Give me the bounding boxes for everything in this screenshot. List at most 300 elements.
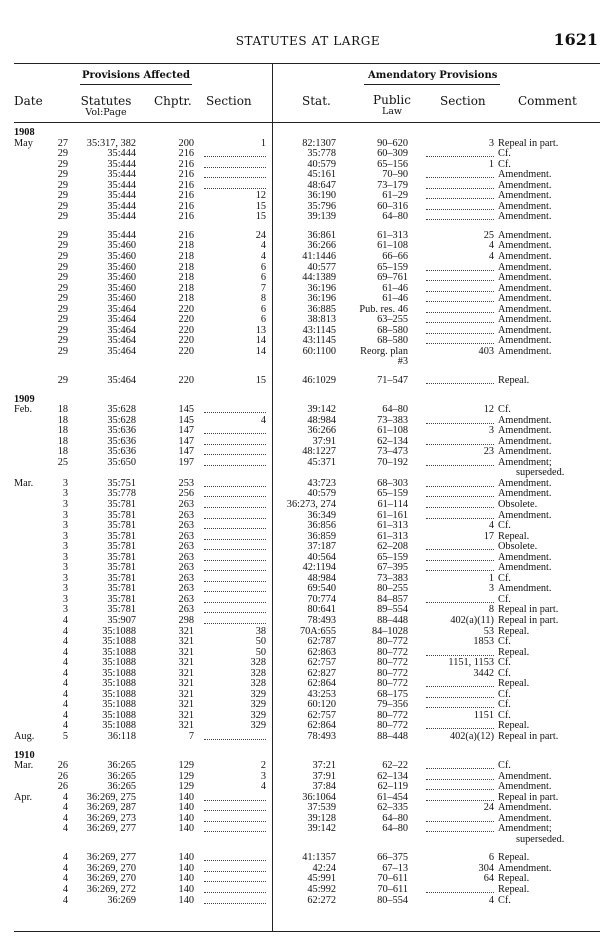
statutes-volpage: 35:781 <box>107 562 136 574</box>
chapter: 263 <box>178 509 194 521</box>
amend-stat: 69:540 <box>307 583 336 595</box>
comment: Amendment. <box>498 251 552 263</box>
statutes-volpage: 35:1088 <box>102 699 136 711</box>
amend-stat: 70:774 <box>307 593 336 605</box>
section <box>204 803 266 811</box>
comment: Repeal in part. <box>498 614 559 626</box>
day: 4 <box>62 657 68 669</box>
statutes-volpage: 35:781 <box>107 509 136 521</box>
amend-section <box>426 212 494 220</box>
amend-stat: 82:1307 <box>302 137 336 149</box>
chapter: 220 <box>178 375 194 387</box>
day: 18 <box>57 414 68 426</box>
public-law: 70–192 <box>377 456 408 468</box>
amend-section: 3 <box>488 137 494 149</box>
statutes-volpage: 35:781 <box>107 593 136 605</box>
col-law-label: Law <box>381 106 403 117</box>
chapter: 220 <box>178 345 194 357</box>
statutes-volpage: 36:269, 287 <box>86 802 136 814</box>
day: 4 <box>62 625 68 637</box>
day: 4 <box>62 812 68 824</box>
public-law: 61–29 <box>382 190 408 202</box>
statutes-volpage: 35:636 <box>107 425 136 437</box>
comment: Amendment. <box>498 190 552 202</box>
amend-section: 53 <box>483 625 494 637</box>
comment-line-1: Amendment; <box>498 456 552 468</box>
day: 4 <box>62 852 68 864</box>
comment: Cf. <box>498 593 511 605</box>
public-law: 70–611 <box>377 873 408 885</box>
public-law: 88–448 <box>377 730 408 742</box>
day: 29 <box>57 158 68 170</box>
public-law: 64–80 <box>382 823 408 835</box>
section: 2 <box>260 760 266 772</box>
row-spacer <box>14 743 600 751</box>
section: 6 <box>260 272 266 284</box>
amend-stat: 45:992 <box>307 884 336 895</box>
statutes-volpage: 35:444 <box>107 229 136 241</box>
amend-section <box>426 273 494 281</box>
section: 50 <box>255 646 266 658</box>
amend-section: 403 <box>478 345 494 357</box>
public-law: 80–772 <box>377 646 408 658</box>
statutes-volpage: 35:444 <box>107 190 136 202</box>
amend-section <box>426 181 494 189</box>
public-law: 62–134 <box>377 435 408 447</box>
comment: Amendment. <box>498 583 552 595</box>
section: 4 <box>260 414 266 426</box>
chapter: 253 <box>178 477 194 489</box>
comment: Amendment. <box>498 229 552 241</box>
amend-stat: 37:91 <box>312 770 336 782</box>
chapter: 263 <box>178 530 194 542</box>
public-law: 65–159 <box>377 551 408 563</box>
day: 29 <box>57 375 68 387</box>
chapter: 216 <box>178 148 194 160</box>
statutes-volpage: 35:781 <box>107 530 136 542</box>
amend-section <box>426 782 494 790</box>
section <box>204 732 266 740</box>
year-label: 1909 <box>14 393 35 405</box>
section <box>204 437 266 445</box>
comment: Amendment. <box>498 435 552 447</box>
chapter: 220 <box>178 303 194 315</box>
amend-section: 402(a)(11) <box>450 614 494 626</box>
amend-stat: 42:24 <box>312 862 336 874</box>
chapter: 298 <box>178 614 194 626</box>
day: 29 <box>57 324 68 336</box>
col-volpage-label: Vol:Page <box>85 107 127 118</box>
section <box>204 874 266 882</box>
chapter: 145 <box>178 404 194 416</box>
section <box>204 824 266 832</box>
day: 29 <box>57 314 68 326</box>
amend-section: 25 <box>483 229 494 241</box>
statutes-volpage: 35:444 <box>107 148 136 160</box>
statutes-table-body <box>14 128 600 906</box>
amend-section: 64 <box>483 873 494 885</box>
comment: Amendment. <box>498 509 552 521</box>
day: 26 <box>57 770 68 782</box>
comment <box>498 824 594 845</box>
chapter: 321 <box>178 688 194 700</box>
section <box>204 447 266 455</box>
section <box>204 170 266 178</box>
amend-stat: 38:813 <box>307 314 336 326</box>
day: 3 <box>62 572 68 584</box>
comment: Amendment. <box>498 200 552 212</box>
amend-stat: 40:579 <box>307 158 336 170</box>
day: 4 <box>62 709 68 721</box>
day: 4 <box>62 802 68 814</box>
chapter: 263 <box>178 551 194 563</box>
amend-stat: 48:984 <box>307 572 336 584</box>
chapter: 216 <box>178 179 194 191</box>
day: 29 <box>57 303 68 315</box>
comment: Repeal in part. <box>498 791 559 803</box>
chapter: 140 <box>178 862 194 874</box>
amend-section <box>426 336 494 344</box>
amend-section <box>426 824 494 832</box>
amend-stat: 37:539 <box>307 802 336 814</box>
day: 4 <box>62 873 68 885</box>
chapter: 321 <box>178 720 194 732</box>
amend-stat: 48:1227 <box>302 446 336 458</box>
amend-stat: 39:142 <box>307 404 336 416</box>
public-law: 89–554 <box>377 604 408 616</box>
statutes-volpage: 36:269, 272 <box>86 884 136 895</box>
amend-stat: 36:196 <box>307 293 336 305</box>
amend-section <box>426 563 494 571</box>
top-rule <box>14 63 600 64</box>
section <box>204 542 266 550</box>
public-law: 62–335 <box>377 802 408 814</box>
public-law: 60–309 <box>377 148 408 160</box>
amend-stat: 43:253 <box>307 688 336 700</box>
comment: Cf. <box>498 699 511 711</box>
section: 329 <box>250 720 266 732</box>
statutes-volpage: 36:265 <box>107 760 136 772</box>
amend-stat: 36:273, 274 <box>286 498 336 510</box>
comment: Amendment. <box>498 802 552 814</box>
amend-stat: 46:1029 <box>302 375 336 387</box>
statutes-volpage: 36:269, 270 <box>86 873 136 885</box>
day: 29 <box>57 211 68 223</box>
col-chapter-header: Chptr. <box>154 94 192 108</box>
chapter: 218 <box>178 240 194 252</box>
day: 18 <box>57 404 68 416</box>
comment: Amendment. <box>498 446 552 458</box>
chapter: 321 <box>178 636 194 648</box>
amend-section <box>426 479 494 487</box>
comment: Amendment. <box>498 812 552 824</box>
chapter: 145 <box>178 414 194 426</box>
statutes-volpage: 36:269, 270 <box>86 862 136 874</box>
amend-section <box>426 721 494 729</box>
day: 4 <box>62 667 68 679</box>
statutes-volpage: 36:118 <box>107 730 136 742</box>
statutes-volpage: 35:778 <box>107 488 136 500</box>
day: 4 <box>62 791 68 803</box>
amend-section: 3442 <box>473 667 494 679</box>
section: 4 <box>260 251 266 263</box>
table-row <box>14 824 600 845</box>
day: 29 <box>57 148 68 160</box>
amend-stat: 40:579 <box>307 488 336 500</box>
section: 6 <box>260 303 266 315</box>
statutes-volpage: 36:265 <box>107 770 136 782</box>
chapter: 218 <box>178 293 194 305</box>
amend-section <box>426 690 494 698</box>
amend-section <box>426 437 494 445</box>
bottom-rule <box>14 931 600 932</box>
chapter: 140 <box>178 873 194 885</box>
public-law: 64–80 <box>382 404 408 416</box>
amend-section: 1853 <box>473 636 494 648</box>
section <box>204 553 266 561</box>
public-law: 68–175 <box>377 688 408 700</box>
amend-section <box>426 263 494 271</box>
amend-section <box>426 170 494 178</box>
day: 3 <box>62 509 68 521</box>
amend-section: 12 <box>483 404 494 416</box>
day: 29 <box>57 335 68 347</box>
comment: Amendment. <box>498 211 552 223</box>
month: Apr. <box>14 791 33 803</box>
public-law: 63–255 <box>377 314 408 326</box>
chapter: 140 <box>178 802 194 814</box>
public-law: 79–356 <box>377 699 408 711</box>
public-law: 67–395 <box>377 562 408 574</box>
statutes-volpage: 35:464 <box>107 335 136 347</box>
amend-section <box>426 595 494 603</box>
table-row <box>14 732 600 743</box>
amend-section: 8 <box>488 604 494 616</box>
comment: Amendment. <box>498 179 552 191</box>
group-heading-amendatory: Amendatory Provisions <box>368 70 498 81</box>
section <box>204 489 266 497</box>
public-law: 65–156 <box>377 158 408 170</box>
section: 4 <box>260 240 266 252</box>
amend-stat: 36:196 <box>307 282 336 294</box>
chapter: 129 <box>178 760 194 772</box>
chapter: 216 <box>178 200 194 212</box>
public-law: 68–303 <box>377 477 408 489</box>
amend-stat: 39:128 <box>307 812 336 824</box>
statutes-volpage: 35:636 <box>107 446 136 458</box>
section: 12 <box>255 190 266 202</box>
day: 29 <box>57 282 68 294</box>
amend-section: 4 <box>488 520 494 532</box>
amend-section <box>426 700 494 708</box>
public-law: 71–547 <box>377 375 408 387</box>
amend-section: 17 <box>483 530 494 542</box>
section: 4 <box>260 781 266 793</box>
comment: Obsolete. <box>498 498 538 510</box>
amend-stat: 40:564 <box>307 551 336 563</box>
statutes-volpage: 35:907 <box>107 614 136 626</box>
section: 6 <box>260 261 266 273</box>
comment: Amendment. <box>498 414 552 426</box>
comment: Amendment. <box>498 345 552 357</box>
comment: Cf. <box>498 760 511 772</box>
statutes-volpage: 35:1088 <box>102 636 136 648</box>
public-law: 80–772 <box>377 636 408 648</box>
amend-section <box>426 294 494 302</box>
chapter: 129 <box>178 770 194 782</box>
amend-stat: 62:757 <box>307 709 336 721</box>
amend-stat: 37:21 <box>312 760 336 772</box>
header-bottom-rule <box>14 122 600 123</box>
public-law: 64–80 <box>382 211 408 223</box>
amend-section: 1 <box>488 158 494 170</box>
statutes-volpage: 36:269, 277 <box>86 852 136 864</box>
section <box>204 479 266 487</box>
amend-stat: 62:827 <box>307 667 336 679</box>
public-law: 80–772 <box>377 709 408 721</box>
amend-section <box>426 679 494 687</box>
amend-section: 4 <box>488 240 494 252</box>
comment: Amendment. <box>498 562 552 574</box>
amend-section: 4 <box>488 894 494 906</box>
chapter: 147 <box>178 446 194 458</box>
amend-stat: 36:266 <box>307 240 336 252</box>
amend-section <box>426 489 494 497</box>
section <box>204 814 266 822</box>
statutes-volpage: 35:781 <box>107 551 136 563</box>
section <box>204 584 266 592</box>
chapter: 216 <box>178 190 194 202</box>
day: 18 <box>57 446 68 458</box>
public-law: 67–13 <box>382 862 408 874</box>
statutes-volpage: 35:464 <box>107 314 136 326</box>
year-heading <box>14 751 600 762</box>
comment: Amendment. <box>498 314 552 326</box>
comment: Amendment. <box>498 272 552 284</box>
statutes-volpage: 35:460 <box>107 251 136 263</box>
section: 7 <box>260 282 266 294</box>
day: 4 <box>62 884 68 895</box>
public-law: 60–316 <box>377 200 408 212</box>
public-law: 66–66 <box>382 251 408 263</box>
public-law: 80–554 <box>377 894 408 906</box>
statutes-volpage: 35:751 <box>107 477 136 489</box>
comment: Repeal in part. <box>498 604 559 616</box>
chapter: 256 <box>178 488 194 500</box>
public-law: 73–383 <box>377 572 408 584</box>
section: 6 <box>260 314 266 326</box>
amend-stat: 40:577 <box>307 261 336 273</box>
col-statutes-header <box>78 96 134 118</box>
amend-stat: 43:1145 <box>302 324 336 336</box>
comment: Repeal. <box>498 852 530 864</box>
section: 50 <box>255 636 266 648</box>
public-law: 73–179 <box>377 179 408 191</box>
amend-stat: 37:84 <box>312 781 336 793</box>
comment: Cf. <box>498 894 511 906</box>
col-public-label: Public <box>373 93 411 107</box>
public-law: 61–313 <box>377 530 408 542</box>
comment: Cf. <box>498 572 511 584</box>
amend-section <box>426 202 494 210</box>
chapter: 197 <box>178 456 194 468</box>
chapter: 216 <box>178 211 194 223</box>
chapter: 218 <box>178 261 194 273</box>
public-law: 61–108 <box>377 240 408 252</box>
amend-section: 1151, 1153 <box>448 657 494 669</box>
section: 3 <box>260 770 266 782</box>
day: 4 <box>62 636 68 648</box>
month: Aug. <box>14 730 35 742</box>
day: 29 <box>57 190 68 202</box>
statutes-volpage: 36:269, 277 <box>86 823 136 835</box>
comment: Repeal. <box>498 884 530 895</box>
statutes-volpage: 35:464 <box>107 375 136 387</box>
public-law: 84–857 <box>377 593 408 605</box>
section <box>204 149 266 157</box>
chapter: 263 <box>178 541 194 553</box>
statutes-volpage: 35:650 <box>107 456 136 468</box>
public-law: 69–761 <box>377 272 408 284</box>
amend-stat: 62:757 <box>307 657 336 669</box>
year-label: 1910 <box>14 749 35 761</box>
statutes-volpage: 35:1088 <box>102 678 136 690</box>
public-law: 61–313 <box>377 520 408 532</box>
section: 1 <box>260 137 266 149</box>
amend-stat: 41:1446 <box>302 251 336 263</box>
statutes-volpage: 35:1088 <box>102 625 136 637</box>
amend-section: 402(a)(12) <box>449 730 494 742</box>
comment: Repeal. <box>498 375 530 387</box>
amend-section <box>426 315 494 323</box>
amend-stat: 48:984 <box>307 414 336 426</box>
day: 4 <box>62 614 68 626</box>
amend-stat: 60:1100 <box>302 345 336 357</box>
day: 3 <box>62 488 68 500</box>
chapter: 263 <box>178 562 194 574</box>
comment: Amendment. <box>498 781 552 793</box>
section <box>204 458 266 466</box>
public-law: 73–473 <box>377 446 408 458</box>
chapter: 263 <box>178 572 194 584</box>
day: 29 <box>57 169 68 181</box>
section: 38 <box>255 625 266 637</box>
comment: Amendment. <box>498 293 552 305</box>
group-heading-affected: Provisions Affected <box>82 70 190 81</box>
amend-stat: 35:778 <box>307 148 336 160</box>
group-underline-affected <box>80 84 192 85</box>
section: 328 <box>250 667 266 679</box>
comment: Cf. <box>498 709 511 721</box>
section: 15 <box>255 375 266 387</box>
section <box>204 595 266 603</box>
statutes-volpage: 36:269 <box>107 894 136 906</box>
day: 3 <box>62 604 68 616</box>
comment: Cf. <box>498 657 511 669</box>
comment: Obsolete. <box>498 541 538 553</box>
day: 3 <box>62 562 68 574</box>
day: 18 <box>57 425 68 437</box>
section <box>204 605 266 613</box>
amend-stat: 45:991 <box>307 873 336 885</box>
amend-stat: 36:856 <box>307 520 336 532</box>
chapter: 321 <box>178 678 194 690</box>
public-law: 80–772 <box>377 667 408 679</box>
public-law: 80–772 <box>377 657 408 669</box>
amend-stat: 37:187 <box>307 541 336 553</box>
section: 329 <box>250 688 266 700</box>
amend-stat: 44:1389 <box>302 272 336 284</box>
